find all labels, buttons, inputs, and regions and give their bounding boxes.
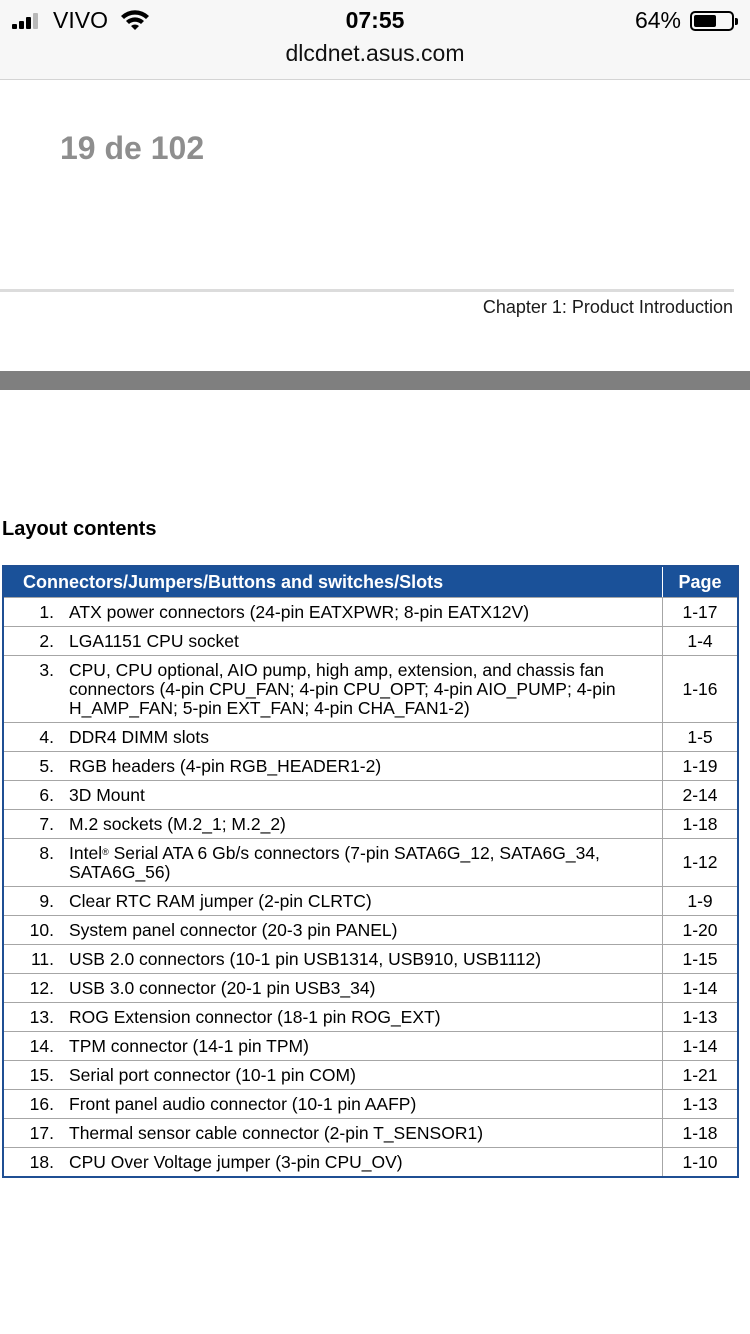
- row-description: [54, 781, 663, 809]
- row-description: [54, 1090, 663, 1118]
- row-description-text: Front panel audio connector (10-1 pin AAFP): [69, 1094, 417, 1114]
- table-row: [4, 1089, 737, 1118]
- row-number: 4.: [39, 727, 54, 747]
- row-number: 17.: [29, 1123, 54, 1143]
- table-row: [4, 915, 737, 944]
- address-bar-url[interactable]: dlcdnet.asus.com: [285, 40, 465, 66]
- table-row: [4, 886, 737, 915]
- row-number: 6.: [39, 785, 54, 805]
- registered-mark: ®: [102, 847, 109, 857]
- row-description-text: System panel connector (20-3 pin PANEL): [69, 920, 398, 940]
- row-number: 15.: [29, 1065, 54, 1085]
- battery-percentage: 64%: [634, 7, 681, 33]
- row-description-text: CPU, CPU optional, AIO pump, high amp, extension, and chassis fan connectors (4-pin CPU_FAN; 4-pin CPU_OPT; 4-pin AIO_PUMP; 4-pin H_AMP_FAN; 5-pin EXT_FAN; 4-pin CHA_FAN1-2): [69, 660, 616, 718]
- row-number: 8.: [39, 843, 54, 863]
- row-description: [54, 752, 663, 780]
- table-row: [4, 751, 737, 780]
- row-page: 1-19: [682, 755, 718, 776]
- row-number: 9.: [39, 891, 54, 911]
- layout-contents-table: [2, 565, 739, 1178]
- table-row: [4, 809, 737, 838]
- chapter-heading: Chapter 1: Product Introduction: [482, 297, 733, 317]
- row-description-text: Thermal sensor cable connector (2-pin T_SENSOR1): [69, 1123, 484, 1143]
- row-page: 1-18: [682, 1122, 718, 1143]
- row-page: 1-17: [682, 601, 718, 622]
- status-time: 07:55: [345, 7, 405, 33]
- table-row: [4, 944, 737, 973]
- row-number: 5.: [39, 756, 54, 776]
- table-row: [4, 626, 737, 655]
- row-description-text: RGB headers (4-pin RGB_HEADER1-2): [69, 756, 382, 776]
- row-page: 1-16: [682, 678, 718, 699]
- table-row: [4, 722, 737, 751]
- row-description-text: DDR4 DIMM slots: [69, 727, 210, 747]
- table-row: [4, 838, 737, 886]
- row-description-text: USB 3.0 connector (20-1 pin USB3_34): [69, 978, 376, 998]
- row-number: 16.: [29, 1094, 54, 1114]
- header-description: Connectors/Jumpers/Buttons and switches/Slots: [4, 567, 663, 597]
- table-row: [4, 1147, 737, 1176]
- row-page: 1-5: [687, 726, 713, 747]
- row-number: 7.: [39, 814, 54, 834]
- row-description: [54, 916, 663, 944]
- table-header: [4, 567, 737, 597]
- row-description: [54, 945, 663, 973]
- row-page: 2-14: [682, 784, 718, 805]
- row-number: 1.: [39, 602, 54, 622]
- row-page: 1-14: [682, 977, 718, 998]
- table-row: [4, 1002, 737, 1031]
- row-page: 1-13: [682, 1093, 718, 1114]
- row-page: 1-10: [682, 1151, 718, 1172]
- table-row: [4, 597, 737, 626]
- row-description-text: TPM connector (14-1 pin TPM): [69, 1036, 309, 1056]
- row-page: 1-13: [682, 1006, 718, 1027]
- row-description: [54, 627, 663, 655]
- row-description: [54, 887, 663, 915]
- row-description-text: ROG Extension connector (18-1 pin ROG_EXT): [69, 1007, 441, 1027]
- row-description-text: Serial ATA 6 Gb/s connectors (7-pin SATA6G_12, SATA6G_34, SATA6G_56): [69, 843, 600, 882]
- row-page: 1-14: [682, 1035, 718, 1056]
- table-row: [4, 1060, 737, 1089]
- table-row: [4, 1118, 737, 1147]
- table-row: [4, 1031, 737, 1060]
- browser-top-bar: [0, 0, 750, 80]
- row-description: [54, 598, 663, 626]
- table-row: [4, 780, 737, 809]
- row-page: 1-18: [682, 813, 718, 834]
- row-description: [54, 656, 663, 722]
- row-description: [54, 1061, 663, 1089]
- row-description: [54, 723, 663, 751]
- battery-icon: [690, 11, 734, 31]
- row-description-text: Clear RTC RAM jumper (2-pin CLRTC): [69, 891, 372, 911]
- row-description-text: ATX power connectors (24-pin EATXPWR; 8-pin EATX12V): [69, 602, 530, 622]
- row-description-text: CPU Over Voltage jumper (3-pin CPU_OV): [69, 1152, 403, 1172]
- row-description: [54, 974, 663, 1002]
- row-description-text: 3D Mount: [69, 785, 145, 805]
- header-divider: [0, 289, 734, 292]
- table-row: [4, 655, 737, 722]
- row-number: 14.: [29, 1036, 54, 1056]
- row-description-brand: Intel: [69, 843, 103, 863]
- carrier-name: VIVO: [53, 7, 108, 33]
- row-description: [54, 1148, 663, 1176]
- row-description: [54, 810, 663, 838]
- row-number: 10.: [29, 920, 54, 940]
- row-description: [54, 1032, 663, 1060]
- row-description-text: USB 2.0 connectors (10-1 pin USB1314, USB910, USB1112): [69, 949, 542, 969]
- table-row: [4, 973, 737, 1002]
- row-page: 1-4: [687, 630, 713, 651]
- row-description-text: M.2 sockets (M.2_1; M.2_2): [69, 814, 286, 834]
- row-description: [54, 1003, 663, 1031]
- page-indicator: 19 de 102: [60, 130, 205, 166]
- row-number: 18.: [29, 1152, 54, 1172]
- page-break-bar: [0, 371, 750, 390]
- row-number: 13.: [29, 1007, 54, 1027]
- row-description: [54, 1119, 663, 1147]
- row-description-text: Serial port connector (10-1 pin COM): [69, 1065, 356, 1085]
- row-number: 11.: [30, 949, 54, 969]
- row-description-text: LGA1151 CPU socket: [69, 631, 239, 651]
- row-description: [54, 839, 663, 886]
- header-page: Page: [678, 572, 722, 592]
- section-title: Layout contents: [2, 518, 157, 540]
- row-number: 2.: [39, 631, 54, 651]
- row-page: 1-21: [682, 1064, 718, 1085]
- row-page: 1-20: [682, 919, 718, 940]
- row-page: 1-9: [687, 890, 713, 911]
- row-page: 1-15: [682, 948, 718, 969]
- row-number: 12.: [29, 978, 54, 998]
- row-page: 1-12: [682, 852, 718, 872]
- row-number: 3.: [39, 660, 54, 680]
